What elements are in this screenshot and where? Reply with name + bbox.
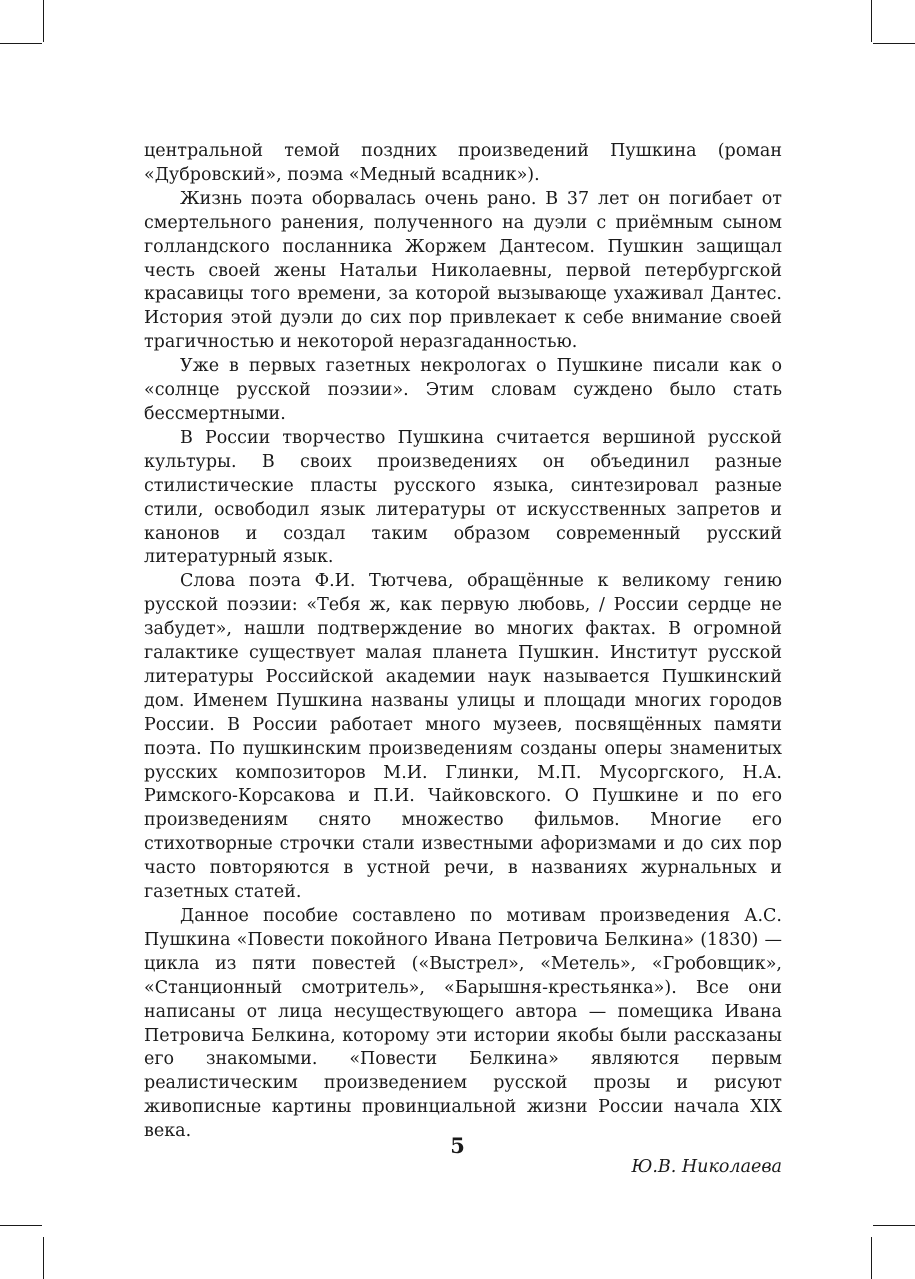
crop-mark-top-right-horizontal bbox=[873, 43, 915, 44]
paragraph-1: центральной темой поздних произведений Пушкина (роман «Дубровский», поэма «Медный всадник»). bbox=[144, 141, 782, 185]
crop-mark-top-left-vertical bbox=[43, 0, 44, 42]
paragraph-6: Данное пособие составлено по мотивам произведения А.С. Пушкина «Повести покойного Ивана Петровича Белкина» (1830) — цикла из пяти повестей («Выстрел», «Метель», «Гробовщик», «Станционный смотритель», «Барышня-крестьянка»). Все они написаны от лица несуществующего автора — помещика Ивана Петровича Белкина, которому эти истории якобы были рассказаны его знакомыми. «Повести Белкина» являются первым реалистическим произведением русской прозы и рисуют живописные картины провинциальной жизни России начала XIX века. bbox=[144, 906, 782, 1142]
crop-mark-bottom-left-horizontal bbox=[0, 1225, 42, 1226]
crop-mark-bottom-right-horizontal bbox=[873, 1225, 915, 1226]
paragraph-3: Уже в первых газетных некрологах о Пушкине писали как о «солнце русской поэзии». Этим словам суждено было стать бессмертными. bbox=[144, 356, 782, 424]
crop-mark-bottom-right-vertical bbox=[871, 1237, 872, 1279]
crop-mark-top-right-vertical bbox=[871, 0, 872, 42]
page-body bbox=[144, 140, 782, 1180]
paragraph-2: Жизнь поэта оборвалась очень рано. В 37 лет он погибает от смертельного ранения, полученного на дуэли с приёмным сыном голландского посланника Жоржем Дантесом. Пушкин защищал честь своей жены Натальи Николаевны, первой петербургской красавицы того времени, за которой вызывающе ухаживал Дантес. История этой дуэли до сих пор привлекает к себе внимание своей трагичностью и некоторой неразгаданностью. bbox=[144, 188, 782, 353]
paragraph-4: В России творчество Пушкина считается вершиной русской культуры. В своих произведениях он объединил разные стилистические пласты русского языка, синтезировал разные стили, освободил язык литературы от искусственных запретов и канонов и создал таким образом современный русский литературный язык. bbox=[144, 427, 782, 568]
crop-mark-top-left-horizontal bbox=[0, 43, 42, 44]
crop-mark-bottom-left-vertical bbox=[43, 1237, 44, 1279]
page-number: 5 bbox=[450, 1133, 465, 1158]
paragraph-5: Слова поэта Ф.И. Тютчева, обращённые к великому гению русской поэзии: «Тебя ж, как первую любовь, / России сердце не забудет», нашли подтверждение во многих фактах. В огромной галактике существует малая планета Пушкин. Институт русской литературы Российской академии наук называется Пушкинский дом. Именем Пушкина названы улицы и площади многих городов России. В России работает много музеев, посвящённых памяти поэта. По пушкинским произведениям созданы оперы знаменитых русских композиторов М.И. Глинки, М.П. Мусоргского, Н.А. Римского-Корсакова и П.И. Чайковского. О Пушкине и по его произведениям снято множество фильмов. Многие его стихотворные строчки стали известными афоризмами и до сих пор часто повторяются в устной речи, в названиях журнальных и газетных статей. bbox=[144, 571, 782, 903]
author-signature: Ю.В. Николаева bbox=[631, 1157, 782, 1178]
